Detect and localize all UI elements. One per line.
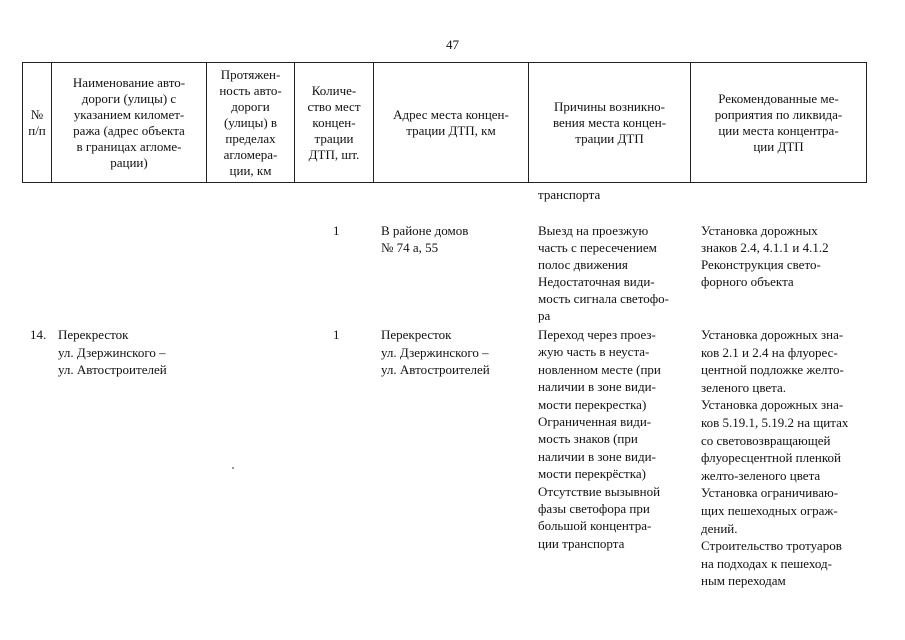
table-header	[22, 62, 867, 183]
page-number: 47	[446, 37, 459, 52]
header-address: Адрес места концен- трации ДТП, км	[374, 63, 529, 183]
continuation-text: транспорта	[538, 187, 601, 202]
row-causes: Выезд на проезжую часть с пересечением полос движения Недостаточная види- мость сигнала светофо- ра	[538, 223, 669, 323]
header-num: № п/п	[23, 63, 52, 183]
row-count: 1	[333, 223, 340, 238]
row-count: 1	[333, 327, 340, 342]
row-num: 14.	[30, 327, 47, 342]
row-measures: Установка дорожных зна- ков 2.1 и 2.4 на флуорес- центной подложке желто- зеленого цвета. Установка дорожных зна- ков 5.19.1, 5.19.2 на щитах со световозвращающей флуоресцентной пленкой желто-зеленого цвета Установка ограничиваю- щих пешеходных ограж- дений. Строительство тротуаров на подходах к пешеход- ным переходам	[701, 327, 849, 589]
header-road-name: Наименование авто- дороги (улицы) с указанием километ- ража (адрес объекта в границах агломе- рации)	[52, 63, 207, 183]
header-row	[23, 63, 867, 183]
row-address: Перекресток ул. Дзержинского – ул. Автостроителей	[381, 327, 490, 377]
header-causes: Причины возникно- вения места концен- трации ДТП	[529, 63, 691, 183]
row-measures: Установка дорожных знаков 2.4, 4.1.1 и 4.1.2 Реконструкция свето- форного объекта	[701, 223, 829, 289]
header-measures: Рекомендованные ме- роприятия по ликвида- ции места концентра- ции ДТП	[691, 63, 867, 183]
row-causes: Переход через проез- жую часть в неуста- новленном месте (при наличии в зоне види- мости перекрестка) Ограниченная види- мость знаков (при наличии в зоне види- мости перекрёстка) Отсутствие вызывной фазы светофора при большой концентра- ции транспорта	[538, 327, 661, 551]
row-address: В районе домов № 74 а, 55	[381, 223, 469, 255]
header-count: Количе- ство мест концен- трации ДТП, шт.	[295, 63, 374, 183]
header-length: Протяжен- ность авто- дороги (улицы) в пределах агломера- ции, км	[207, 63, 295, 183]
scan-speck	[232, 467, 234, 469]
row-road: Перекресток ул. Дзержинского – ул. Автостроителей	[58, 327, 167, 377]
